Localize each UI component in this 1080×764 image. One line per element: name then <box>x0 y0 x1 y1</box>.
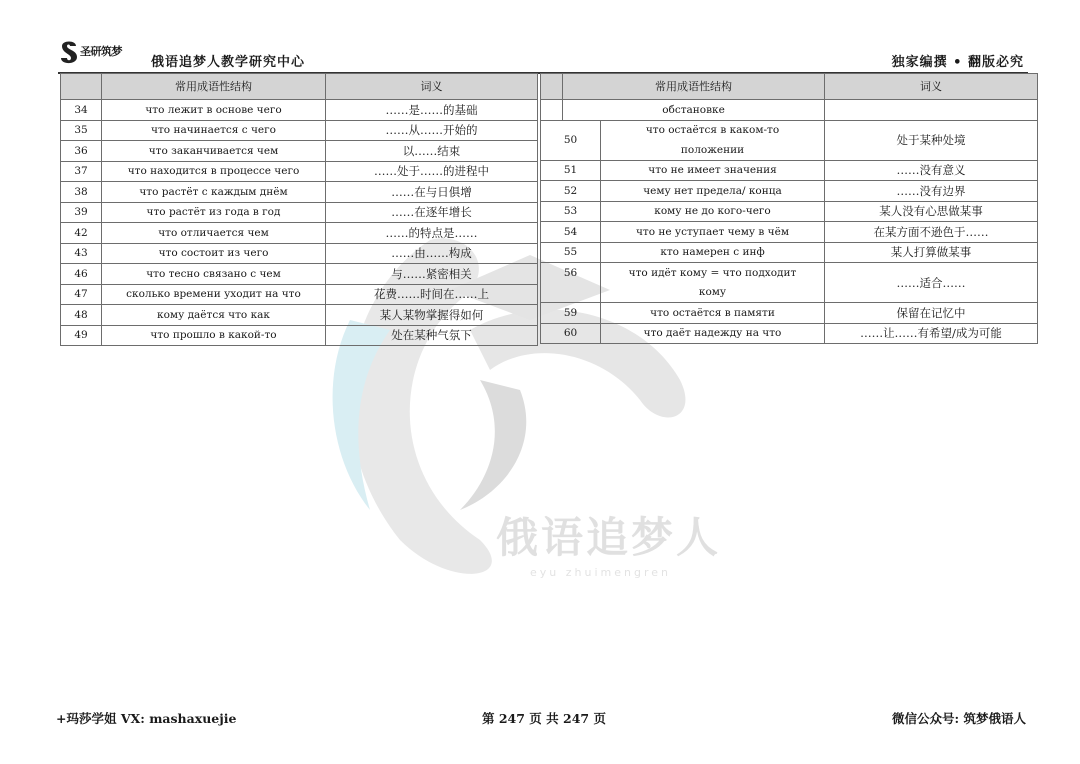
watermark-pinyin: eyu zhuimengren <box>530 566 671 579</box>
row-ru: что растёт с каждым днём <box>102 182 326 203</box>
table-row <box>61 325 538 346</box>
row-num: 35 <box>61 120 102 141</box>
header-structure: 常用成语性结构 <box>102 74 326 100</box>
table-row <box>541 303 1038 324</box>
row-num: 39 <box>61 202 102 223</box>
row-ru: что находится в процессе чего <box>102 161 326 182</box>
row-ru: кто намерен с инф <box>601 242 825 263</box>
row-num: 59 <box>541 303 601 324</box>
row-num: 42 <box>61 223 102 244</box>
table-row <box>541 181 1038 202</box>
row-zh: ……没有意义 <box>825 160 1038 181</box>
logo-text: 圣研筑梦 <box>80 45 122 58</box>
header-meaning: 词义 <box>326 74 538 100</box>
center-name: 俄语追梦人教学研究中心 <box>151 55 306 70</box>
table-row <box>541 120 1038 140</box>
table-row <box>541 242 1038 263</box>
copyright-note: 独家编撰 • 翻版必究 <box>891 55 1024 70</box>
row-zh: 处在某种气氛下 <box>326 325 538 346</box>
row-zh: 以……结束 <box>326 141 538 162</box>
row-cont-zh <box>825 100 1038 121</box>
table-row <box>61 182 538 203</box>
row-ru: кому не до кого-чего <box>601 201 825 222</box>
row-zh: 处于某种处境 <box>825 120 1038 160</box>
row-ru: что даёт надежду на что <box>601 323 825 344</box>
footer-page-number: 第 247 页 共 247 页 <box>482 711 606 726</box>
row-zh: ……在与日俱增 <box>326 182 538 203</box>
row-ru: что растёт из года в год <box>102 202 326 223</box>
row-cont-ru: обстановке <box>563 100 825 121</box>
table-row <box>61 161 538 182</box>
table-row <box>541 263 1038 283</box>
row-zh: 花费……时间在……上 <box>326 284 538 305</box>
row-ru: что остаётся в памяти <box>601 303 825 324</box>
row-num: 46 <box>61 264 102 285</box>
row-num: 43 <box>61 243 102 264</box>
footer-contact: +玛莎学姐 VX: mashaxuejie <box>56 711 237 726</box>
table-row <box>61 305 538 326</box>
row-num: 60 <box>541 323 601 344</box>
row-cont-empty <box>541 100 563 121</box>
row-ru: что отличается чем <box>102 223 326 244</box>
header-meaning: 词义 <box>825 74 1038 100</box>
row-zh: ……在逐年增长 <box>326 202 538 223</box>
right-phrase-table <box>540 73 1038 344</box>
row-zh: ……是……的基础 <box>326 100 538 121</box>
table-row <box>61 264 538 285</box>
row-zh: ……适合…… <box>825 263 1038 303</box>
row-num: 48 <box>61 305 102 326</box>
row-num: 55 <box>541 242 601 263</box>
row-num: 52 <box>541 181 601 202</box>
table-row <box>61 223 538 244</box>
row-ru: кому даётся что как <box>102 305 326 326</box>
row-zh: ……的特点是…… <box>326 223 538 244</box>
row-num: 49 <box>61 325 102 346</box>
row-num: 50 <box>541 120 601 160</box>
row-ru: что не уступает чему в чём <box>601 222 825 243</box>
header-structure: 常用成语性结构 <box>563 74 825 100</box>
row-ru: что прошло в какой-то <box>102 325 326 346</box>
row-ru: сколько времени уходит на что <box>102 284 326 305</box>
row-ru: чему нет предела/ конца <box>601 181 825 202</box>
row-ru: что идёт кому = что подходит <box>601 263 825 283</box>
table-row <box>541 323 1038 344</box>
row-num: 54 <box>541 222 601 243</box>
row-zh: ……由……构成 <box>326 243 538 264</box>
row-ru-cont: кому <box>601 283 825 303</box>
table-row <box>61 120 538 141</box>
row-ru: что состоит из чего <box>102 243 326 264</box>
row-ru: что лежит в основе чего <box>102 100 326 121</box>
row-num: 56 <box>541 263 601 283</box>
table-row <box>541 201 1038 222</box>
row-zh: 某人没有心思做某事 <box>825 201 1038 222</box>
row-ru: что начинается с чего <box>102 120 326 141</box>
table-row <box>541 160 1038 181</box>
table-row <box>61 202 538 223</box>
watermark-name: 俄语追梦人 <box>496 513 722 562</box>
row-num: 51 <box>541 160 601 181</box>
row-zh: 某人打算做某事 <box>825 242 1038 263</box>
row-num: 37 <box>61 161 102 182</box>
row-zh: ……处于……的进程中 <box>326 161 538 182</box>
table-row <box>61 284 538 305</box>
row-zh: 某人某物掌握得如何 <box>326 305 538 326</box>
row-num: 34 <box>61 100 102 121</box>
table-row <box>61 243 538 264</box>
row-ru: что не имеет значения <box>601 160 825 181</box>
row-zh: ……从……开始的 <box>326 120 538 141</box>
row-ru-cont: положении <box>601 140 825 160</box>
page-header <box>58 38 1028 74</box>
header-empty <box>61 74 102 100</box>
table-header-row <box>541 74 1038 100</box>
row-zh: ……没有边界 <box>825 181 1038 202</box>
row-num: 47 <box>61 284 102 305</box>
row-ru: что заканчивается чем <box>102 141 326 162</box>
row-zh: ……让……有希望/成为可能 <box>825 323 1038 344</box>
row-ru: что тесно связано с чем <box>102 264 326 285</box>
table-row <box>61 100 538 121</box>
row-zh: 在某方面不逊色于…… <box>825 222 1038 243</box>
row-zh: 与……紧密相关 <box>326 264 538 285</box>
row-num-empty <box>541 283 601 303</box>
table-row <box>541 100 1038 121</box>
table-row <box>541 222 1038 243</box>
left-phrase-table <box>60 73 538 346</box>
table-row <box>61 141 538 162</box>
row-zh: 保留在记忆中 <box>825 303 1038 324</box>
footer-wechat: 微信公众号: 筑梦俄语人 <box>892 711 1026 726</box>
row-ru: что остаётся в каком-то <box>601 120 825 140</box>
row-num: 53 <box>541 201 601 222</box>
header-empty <box>541 74 563 100</box>
row-num: 36 <box>61 141 102 162</box>
row-num: 38 <box>61 182 102 203</box>
table-header-row <box>61 74 538 100</box>
